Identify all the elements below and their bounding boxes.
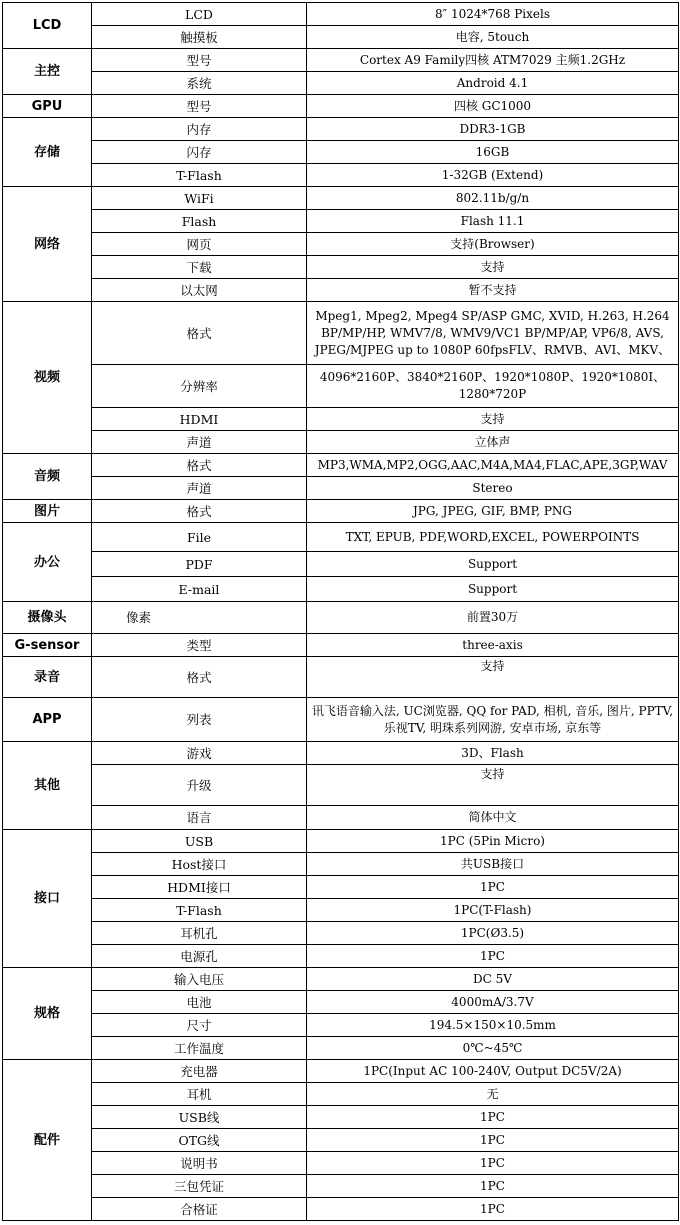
table-row xyxy=(3,187,679,210)
attribute-cell: 触摸板 xyxy=(92,26,307,49)
attribute-cell: 格式 xyxy=(92,500,307,523)
table-row xyxy=(3,1198,679,1221)
attribute-cell: 网页 xyxy=(92,233,307,256)
value-cell: 电容, 5touch xyxy=(307,26,679,49)
table-row xyxy=(3,577,679,602)
value-cell: Stereo xyxy=(307,477,679,500)
category-cell: G-sensor xyxy=(3,634,92,657)
attribute-cell: 电源孔 xyxy=(92,945,307,968)
value-cell: 1PC xyxy=(307,1198,679,1221)
attribute-cell: 闪存 xyxy=(92,141,307,164)
table-row xyxy=(3,164,679,187)
table-row xyxy=(3,500,679,523)
category-cell: APP xyxy=(3,698,92,742)
value-cell: 1PC xyxy=(307,1106,679,1129)
attribute-cell: 升级 xyxy=(92,765,307,806)
table-row xyxy=(3,72,679,95)
value-cell: Android 4.1 xyxy=(307,72,679,95)
table-row xyxy=(3,922,679,945)
category-cell: 音频 xyxy=(3,454,92,500)
table-row xyxy=(3,1106,679,1129)
category-cell: 视频 xyxy=(3,302,92,454)
value-cell: MP3,WMA,MP2,OGG,AAC,M4A,MA4,FLAC,APE,3GP,WAV xyxy=(307,454,679,477)
category-cell: 主控 xyxy=(3,49,92,95)
value-cell: 支持 xyxy=(307,256,679,279)
attribute-cell: T-Flash xyxy=(92,899,307,922)
value-cell: 1-32GB (Extend) xyxy=(307,164,679,187)
attribute-cell: USB线 xyxy=(92,1106,307,1129)
value-cell: 支持(Browser) xyxy=(307,233,679,256)
value-cell: 1PC(Ø3.5) xyxy=(307,922,679,945)
table-row xyxy=(3,118,679,141)
table-row xyxy=(3,3,679,26)
attribute-cell: 下载 xyxy=(92,256,307,279)
attribute-cell: 合格证 xyxy=(92,1198,307,1221)
attribute-cell: 输入电压 xyxy=(92,968,307,991)
value-cell: 8″ 1024*768 Pixels xyxy=(307,3,679,26)
table-row xyxy=(3,1129,679,1152)
table-row xyxy=(3,1037,679,1060)
attribute-cell: 类型 xyxy=(92,634,307,657)
spec-table-body xyxy=(3,3,679,1221)
table-row xyxy=(3,1060,679,1083)
value-cell: DDR3-1GB xyxy=(307,118,679,141)
category-cell: LCD xyxy=(3,3,92,49)
value-cell: 1PC xyxy=(307,945,679,968)
value-cell: 四核 GC1000 xyxy=(307,95,679,118)
attribute-cell: 游戏 xyxy=(92,742,307,765)
value-cell: 1PC(Input AC 100-240V, Output DC5V/2A) xyxy=(307,1060,679,1083)
attribute-cell: 格式 xyxy=(92,454,307,477)
value-cell: 4000mA/3.7V xyxy=(307,991,679,1014)
value-cell: three-axis xyxy=(307,634,679,657)
attribute-cell: 型号 xyxy=(92,95,307,118)
value-cell: 支持 xyxy=(307,765,679,806)
attribute-cell: OTG线 xyxy=(92,1129,307,1152)
category-cell: 录音 xyxy=(3,657,92,698)
value-cell: 立体声 xyxy=(307,431,679,454)
attribute-cell: Flash xyxy=(92,210,307,233)
attribute-cell: 电池 xyxy=(92,991,307,1014)
value-cell: 讯飞语音输入法, UC浏览器, QQ for PAD, 相机, 音乐, 图片, PPTV, 乐视TV, 明珠系列网游, 安卓市场, 京东等 xyxy=(307,698,679,742)
value-cell: 1PC (5Pin Micro) xyxy=(307,830,679,853)
category-cell: 摄像头 xyxy=(3,602,92,634)
category-cell: GPU xyxy=(3,95,92,118)
attribute-cell: 充电器 xyxy=(92,1060,307,1083)
value-cell: 1PC xyxy=(307,1152,679,1175)
attribute-cell: 尺寸 xyxy=(92,1014,307,1037)
table-row xyxy=(3,552,679,577)
attribute-cell: WiFi xyxy=(92,187,307,210)
table-row xyxy=(3,991,679,1014)
table-row xyxy=(3,477,679,500)
value-cell: 1PC xyxy=(307,1129,679,1152)
attribute-cell: 像素 xyxy=(92,602,307,634)
value-cell: 支持 xyxy=(307,408,679,431)
value-cell: 1PC xyxy=(307,876,679,899)
table-row xyxy=(3,256,679,279)
table-row xyxy=(3,742,679,765)
table-row xyxy=(3,1152,679,1175)
table-row xyxy=(3,876,679,899)
value-cell: 194.5×150×10.5mm xyxy=(307,1014,679,1037)
attribute-cell: 分辨率 xyxy=(92,365,307,408)
attribute-cell: 型号 xyxy=(92,49,307,72)
value-cell: Support xyxy=(307,552,679,577)
value-cell: 16GB xyxy=(307,141,679,164)
table-row xyxy=(3,945,679,968)
attribute-cell: 格式 xyxy=(92,657,307,698)
attribute-cell: 语言 xyxy=(92,806,307,830)
table-row xyxy=(3,698,679,742)
attribute-cell: 耳机孔 xyxy=(92,922,307,945)
value-cell: 802.11b/g/n xyxy=(307,187,679,210)
attribute-cell: LCD xyxy=(92,3,307,26)
value-cell: 暂不支持 xyxy=(307,279,679,302)
category-cell: 图片 xyxy=(3,500,92,523)
spec-table xyxy=(2,2,679,1221)
value-cell: Flash 11.1 xyxy=(307,210,679,233)
value-cell: 前置30万 xyxy=(307,602,679,634)
attribute-cell: Host接口 xyxy=(92,853,307,876)
value-cell: 简体中文 xyxy=(307,806,679,830)
value-cell: 共USB接口 xyxy=(307,853,679,876)
table-row xyxy=(3,523,679,552)
attribute-cell: 列表 xyxy=(92,698,307,742)
attribute-cell: HDMI接口 xyxy=(92,876,307,899)
table-row xyxy=(3,141,679,164)
attribute-cell: 说明书 xyxy=(92,1152,307,1175)
attribute-cell: 耳机 xyxy=(92,1083,307,1106)
table-row xyxy=(3,602,679,634)
table-row xyxy=(3,408,679,431)
value-cell: DC 5V xyxy=(307,968,679,991)
table-row xyxy=(3,431,679,454)
attribute-cell: T-Flash xyxy=(92,164,307,187)
attribute-cell: 声道 xyxy=(92,431,307,454)
attribute-cell: 以太网 xyxy=(92,279,307,302)
attribute-cell: USB xyxy=(92,830,307,853)
table-row xyxy=(3,853,679,876)
table-row xyxy=(3,26,679,49)
category-cell: 网络 xyxy=(3,187,92,302)
value-cell: 1PC(T-Flash) xyxy=(307,899,679,922)
table-row xyxy=(3,302,679,365)
value-cell: 1PC xyxy=(307,1175,679,1198)
table-row xyxy=(3,365,679,408)
attribute-cell: 三包凭证 xyxy=(92,1175,307,1198)
table-row xyxy=(3,806,679,830)
attribute-cell: 内存 xyxy=(92,118,307,141)
table-row xyxy=(3,899,679,922)
table-row xyxy=(3,95,679,118)
table-row xyxy=(3,657,679,698)
category-cell: 接口 xyxy=(3,830,92,968)
table-row xyxy=(3,49,679,72)
category-cell: 存储 xyxy=(3,118,92,187)
value-cell: 3D、Flash xyxy=(307,742,679,765)
table-row xyxy=(3,454,679,477)
attribute-cell: 声道 xyxy=(92,477,307,500)
category-cell: 配件 xyxy=(3,1060,92,1221)
value-cell: Mpeg1, Mpeg2, Mpeg4 SP/ASP GMC, XVID, H.263, H.264 BP/MP/HP, WMV7/8, WMV9/VC1 BP/MP/AP, VP6/8, AVS, JPEG/MJPEG up to 1080P 60fpsFLV、RMVB、AVI、MKV、 xyxy=(307,302,679,365)
table-row xyxy=(3,210,679,233)
table-row xyxy=(3,1175,679,1198)
attribute-cell: 格式 xyxy=(92,302,307,365)
table-row xyxy=(3,233,679,256)
category-cell: 其他 xyxy=(3,742,92,830)
table-row xyxy=(3,968,679,991)
table-row xyxy=(3,1014,679,1037)
value-cell: 4096*2160P、3840*2160P、1920*1080P、1920*1080I、1280*720P xyxy=(307,365,679,408)
attribute-cell: 系统 xyxy=(92,72,307,95)
table-row xyxy=(3,1083,679,1106)
table-row xyxy=(3,634,679,657)
attribute-cell: E-mail xyxy=(92,577,307,602)
value-cell: Cortex A9 Family四核 ATM7029 主频1.2GHz xyxy=(307,49,679,72)
attribute-cell: HDMI xyxy=(92,408,307,431)
value-cell: Support xyxy=(307,577,679,602)
table-row xyxy=(3,765,679,806)
value-cell: TXT, EPUB, PDF,WORD,EXCEL, POWERPOINTS xyxy=(307,523,679,552)
attribute-cell: File xyxy=(92,523,307,552)
value-cell: JPG, JPEG, GIF, BMP, PNG xyxy=(307,500,679,523)
category-cell: 规格 xyxy=(3,968,92,1060)
value-cell: 支持 xyxy=(307,657,679,698)
table-row xyxy=(3,279,679,302)
category-cell: 办公 xyxy=(3,523,92,602)
attribute-cell: 工作温度 xyxy=(92,1037,307,1060)
value-cell: 无 xyxy=(307,1083,679,1106)
attribute-cell: PDF xyxy=(92,552,307,577)
value-cell: 0℃~45℃ xyxy=(307,1037,679,1060)
table-row xyxy=(3,830,679,853)
